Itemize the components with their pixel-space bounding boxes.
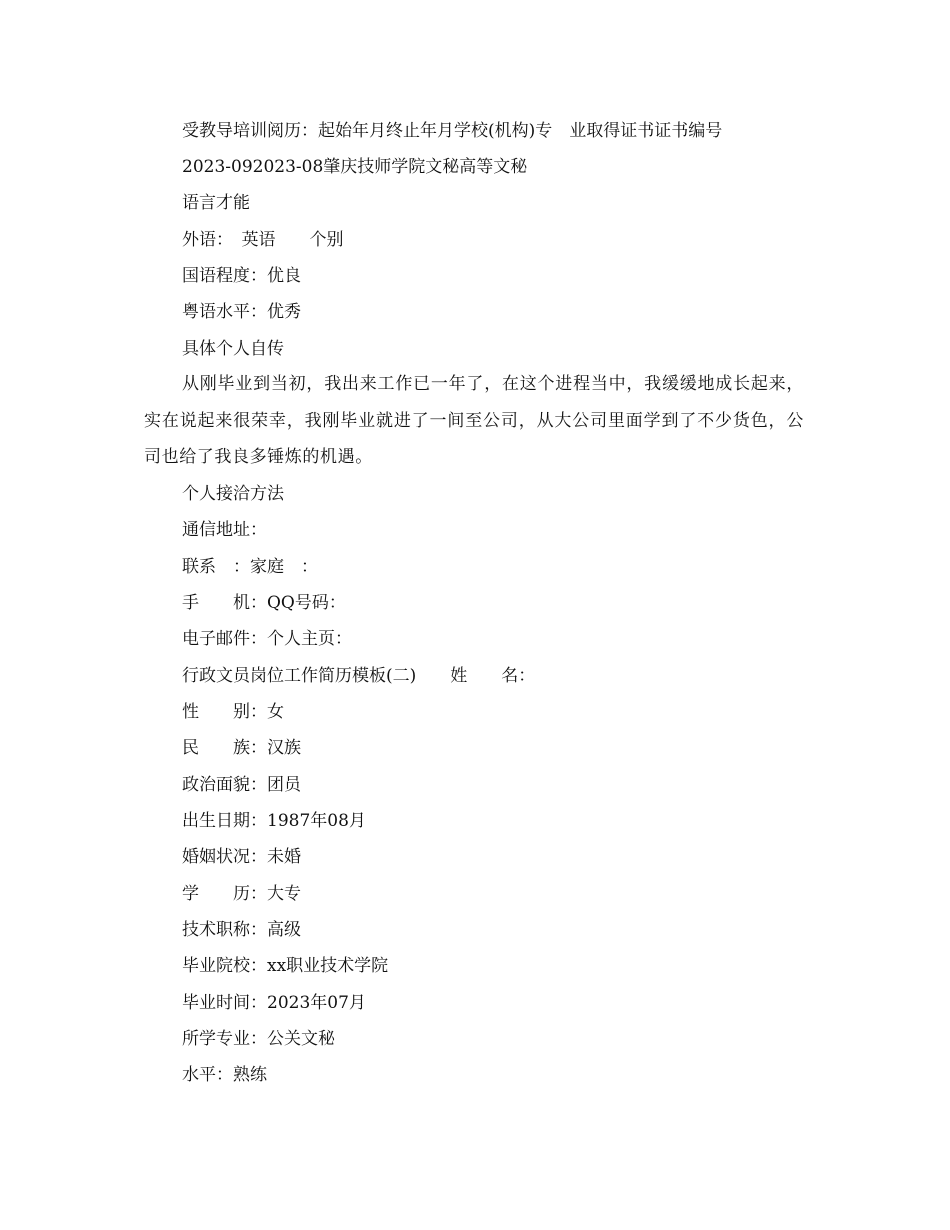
graduation-time-line: 毕业时间：2023年07月 (182, 993, 366, 1013)
mobile-qq-line: 手 机：QQ号码： (182, 593, 346, 613)
language-heading: 语言才能 (182, 193, 250, 213)
technical-title-line: 技术职称：高级 (182, 920, 301, 940)
bio-paragraph: 从刚毕业到当初，我出来工作已一年了，在这个进程当中，我缓缓地成长起来，实在说起来很荣幸，我刚毕业就进了一间至公司，从大公司里面学到了不少货色，公司也给了我良多锤炼的机遇。 (144, 374, 804, 467)
ethnicity-line: 民 族：汉族 (182, 738, 301, 758)
education-header-line: 受教导培训阅历：起始年月终止年月学校(机构)专 业取得证书证书编号 (182, 121, 723, 141)
contact-phone-line: 联系 ：家庭 ： (182, 557, 318, 577)
gender-line: 性 别：女 (182, 702, 284, 722)
bio-heading: 具体个人自传 (182, 339, 284, 359)
proficiency-line: 水平：熟练 (182, 1065, 267, 1085)
mandarin-level-line: 国语程度：优良 (182, 266, 301, 286)
marital-status-line: 婚姻状况：未婚 (182, 847, 301, 867)
mailing-address-line: 通信地址： (182, 520, 267, 540)
major-line: 所学专业：公关文秘 (182, 1029, 335, 1049)
graduated-school-line: 毕业院校：xx职业技术学院 (182, 956, 389, 976)
template2-title-line: 行政文员岗位工作简历模板(二) 姓 名： (182, 666, 536, 686)
education-level-line: 学 历：大专 (182, 884, 301, 904)
cantonese-level-line: 粤语水平：优秀 (182, 302, 301, 322)
foreign-language-line: 外语： 英语 个别 (182, 230, 344, 250)
political-status-line: 政治面貌：团员 (182, 775, 301, 795)
email-homepage-line: 电子邮件：个人主页： (182, 629, 352, 649)
contact-heading: 个人接洽方法 (182, 484, 284, 504)
birth-date-line: 出生日期：1987年08月 (182, 811, 366, 831)
education-row-line: 2023-092023-08肇庆技师学院文秘高等文秘 (182, 157, 528, 177)
